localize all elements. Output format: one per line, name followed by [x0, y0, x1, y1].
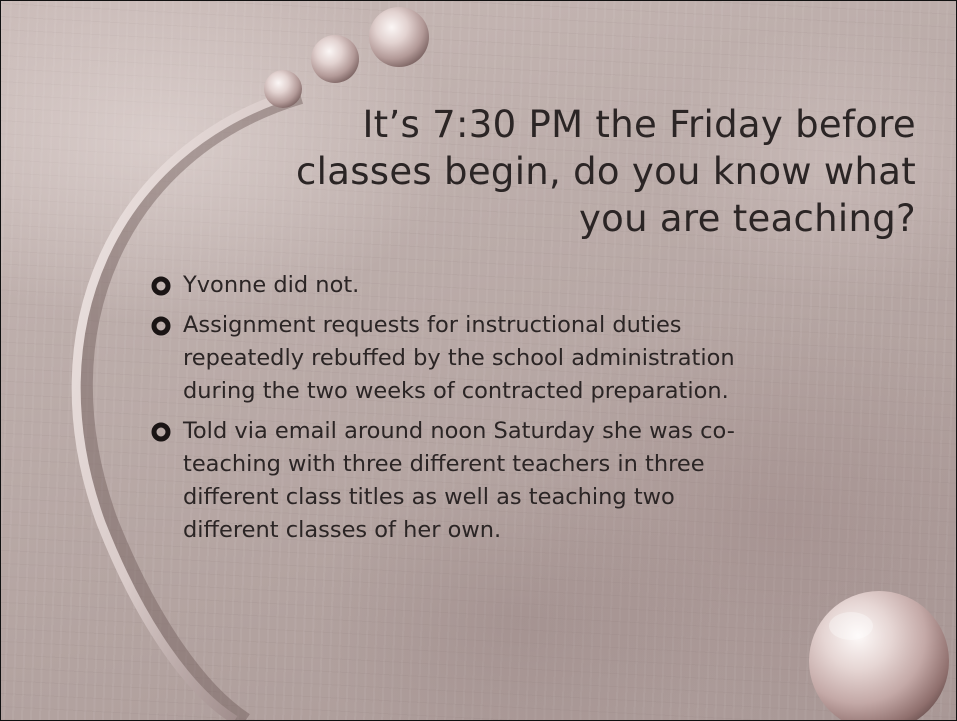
- sphere-medium: [311, 35, 359, 83]
- sphere-corner-shine: [829, 612, 873, 640]
- sphere-corner: [809, 591, 949, 720]
- title-line: It’s 7:30 PM the Friday before: [362, 103, 916, 146]
- bullet-text-line: different class titles as well as teaching two: [183, 484, 675, 510]
- slide-title: [196, 101, 916, 242]
- bullet-item: [151, 269, 901, 302]
- bullet-text-line: repeatedly rebuffed by the school administration: [183, 345, 735, 371]
- bullet-text-line: Told via email around noon Saturday she was co-: [183, 418, 735, 444]
- ring-bullet-icon: [151, 422, 171, 442]
- bullet-text-line: teaching with three different teachers in three: [183, 451, 705, 477]
- bullet-item: [151, 309, 901, 408]
- bullet-list: [151, 269, 901, 554]
- bullet-item: [151, 415, 901, 547]
- bullet-text-line: Assignment requests for instructional duties: [183, 312, 682, 338]
- ring-bullet-icon: [151, 276, 171, 296]
- title-line: classes begin, do you know what: [296, 150, 916, 193]
- ring-bullet-icon: [151, 316, 171, 336]
- sphere-large: [369, 7, 429, 67]
- title-line: you are teaching?: [578, 197, 916, 240]
- bullet-text-line: different classes of her own.: [183, 517, 502, 543]
- bullet-text-line: during the two weeks of contracted preparation.: [183, 378, 729, 404]
- bullet-text-line: Yvonne did not.: [183, 272, 360, 298]
